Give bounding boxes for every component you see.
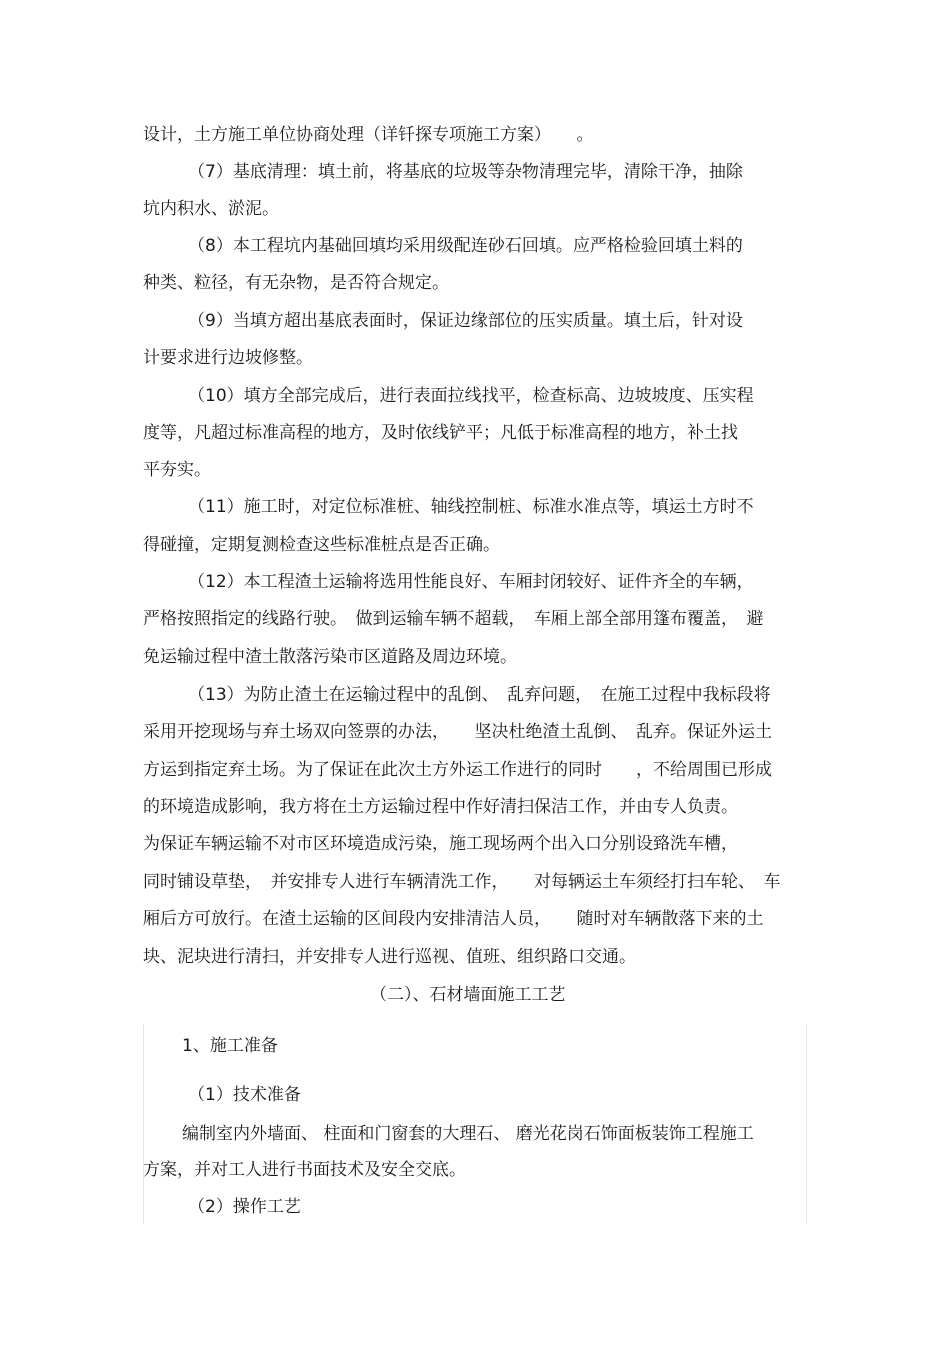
text-line-17: 采用开挖现场与弃土场双向签票的办法， 坚决杜绝渣土乱倒、 乱弃。保证外运土 xyxy=(143,722,772,742)
box-text-line-2: 方案，并对工人进行书面技术及安全交底。 xyxy=(143,1160,466,1180)
text-line-7: 计要求进行边坡修整。 xyxy=(143,348,313,368)
text-line-11: （11）施工时，对定位标准桩、轴线控制桩、标准水准点等，填运土方时不 xyxy=(188,497,754,517)
text-line-4: （8）本工程坑内基础回填均采用级配连砂石回填。应严格检验回填土料的 xyxy=(188,236,743,256)
text-line-12: 得碰撞，定期复测检查这些标准桩点是否正确。 xyxy=(143,535,500,555)
box-text-line-1: 编制室内外墙面、 柱面和门窗套的大理石、 磨光花岗石饰面板装饰工程施工 xyxy=(182,1124,754,1144)
box-subheading-process: （2）操作工艺 xyxy=(188,1197,301,1217)
text-line-6: （9）当填方超出基底表面时，保证边缘部位的压实质量。填土后，针对设 xyxy=(188,311,743,331)
text-line-9: 度等，凡超过标准高程的地方，及时依线铲平；凡低于标准高程的地方，补土找 xyxy=(143,423,738,443)
text-line-22: 厢后方可放行。在渣土运输的区间段内安排清洁人员， 随时对车辆散落下来的土 xyxy=(143,909,764,929)
text-line-20: 为保证车辆运输不对市区环境造成污染，施工现场两个出入口分别设臵洗车槽， xyxy=(143,834,738,854)
box-subheading-tech: （1）技术准备 xyxy=(188,1085,301,1105)
box-heading-prep: 1、施工准备 xyxy=(182,1036,278,1056)
text-line-1: 设计，土方施工单位协商处理（详钎探专项施工方案） 。 xyxy=(143,125,594,145)
text-line-16: （13）为防止渣土在运输过程中的乱倒、 乱弃问题， 在施工过程中我标段将 xyxy=(188,685,771,705)
text-line-10: 平夯实。 xyxy=(143,460,211,480)
text-line-5: 种类、粒径，有无杂物，是否符合规定。 xyxy=(143,273,449,293)
text-line-3: 坑内积水、淤泥。 xyxy=(143,199,279,219)
text-line-14: 严格按照指定的线路行驶。 做到运输车辆不超载， 车厢上部全部用篷布覆盖， 避 xyxy=(143,609,764,629)
section-heading: （二）、石材墙面施工工艺 xyxy=(370,985,566,1005)
text-line-8: （10）填方全部完成后，进行表面拉线找平，检查标高、边坡坡度、压实程 xyxy=(188,386,754,406)
text-line-15: 免运输过程中渣土散落污染市区道路及周边环境。 xyxy=(143,647,517,667)
text-line-19: 的环境造成影响，我方将在土方运输过程中作好清扫保洁工作，并由专人负责。 xyxy=(143,797,738,817)
text-line-13: （12）本工程渣土运输将选用性能良好、车厢封闭较好、证件齐全的车辆， xyxy=(188,572,754,592)
text-line-23: 块、泥块进行清扫，并安排专人进行巡视、值班、组织路口交通。 xyxy=(143,947,636,967)
text-line-18: 方运到指定弃土场。为了保证在此次土方外运工作进行的同时 ，不给周围已形成 xyxy=(143,760,772,780)
text-line-2: （7）基底清理：填土前，将基底的垃圾等杂物清理完毕，清除干净，抽除 xyxy=(188,162,743,182)
text-line-21: 同时铺设草垫， 并安排专人进行车辆清洗工作， 对每辆运土车须经打扫车轮、 车 xyxy=(143,872,781,892)
